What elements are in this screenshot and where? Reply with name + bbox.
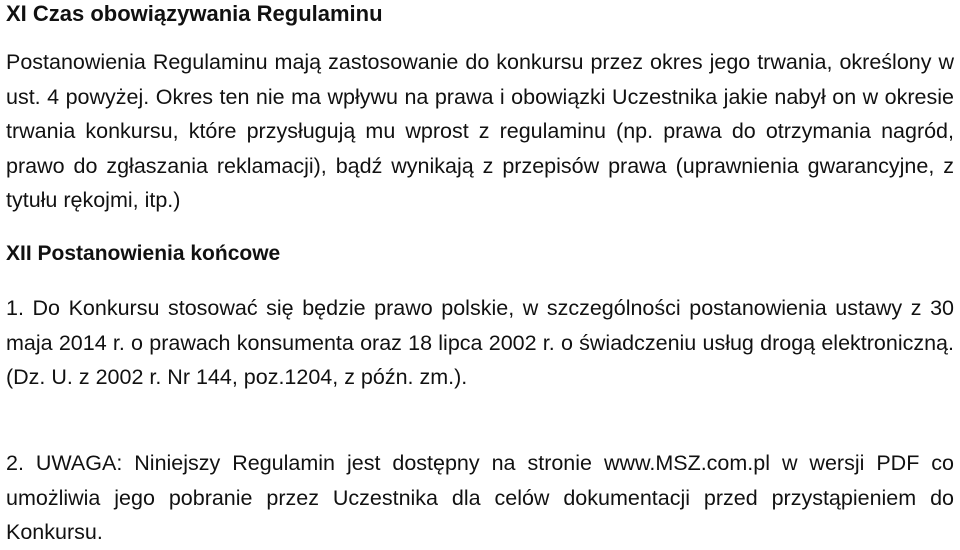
list-item-2-number: 2. [6, 451, 24, 475]
section-heading-xii: XII Postanowienia końcowe [6, 242, 281, 265]
section-heading-xi: XI Czas obowiązywania Regulaminu [6, 1, 383, 26]
section-xi-paragraph: Postanowienia Regulaminu mają zastosowanie do konkursu przez okres jego trwania, określony w ust. 4 powyżej. Okres ten nie ma wpływu na prawa i obowiązki Uczestnika jakie nabył on w okresie trwania konkursu, które przysługują mu wprost z regulaminu (np. prawa do otrzymania nagród, prawo do zgłaszania reklamacji), bądź wynikają z przepisów prawa (uprawnienia gwarancyjne, z tytułu rękojmi, itp.) [6, 50, 954, 212]
list-item-2-text: UWAGA: Niniejszy Regulamin jest dostępny na stronie www.MSZ.com.pl w wersji PDF co umożliwia jego pobranie przez Uczestnika dla celów dokumentacji przed przystąpieniem do Konkursu. [6, 451, 955, 544]
list-item-1-number: 1. [6, 296, 24, 320]
list-item-2 [6, 446, 954, 550]
list-item-1-text: Do Konkursu stosować się będzie prawo polskie, w szczególności postanowienia ustawy z 30 maja 2014 r. o prawach konsumenta oraz 18 lipca 2002 r. o świadczeniu usług drogą elektroniczną. (Dz. U. z 2002 r. Nr 144, poz.1204, z późn. zm.). [6, 296, 954, 389]
list-item-1 [6, 291, 954, 395]
